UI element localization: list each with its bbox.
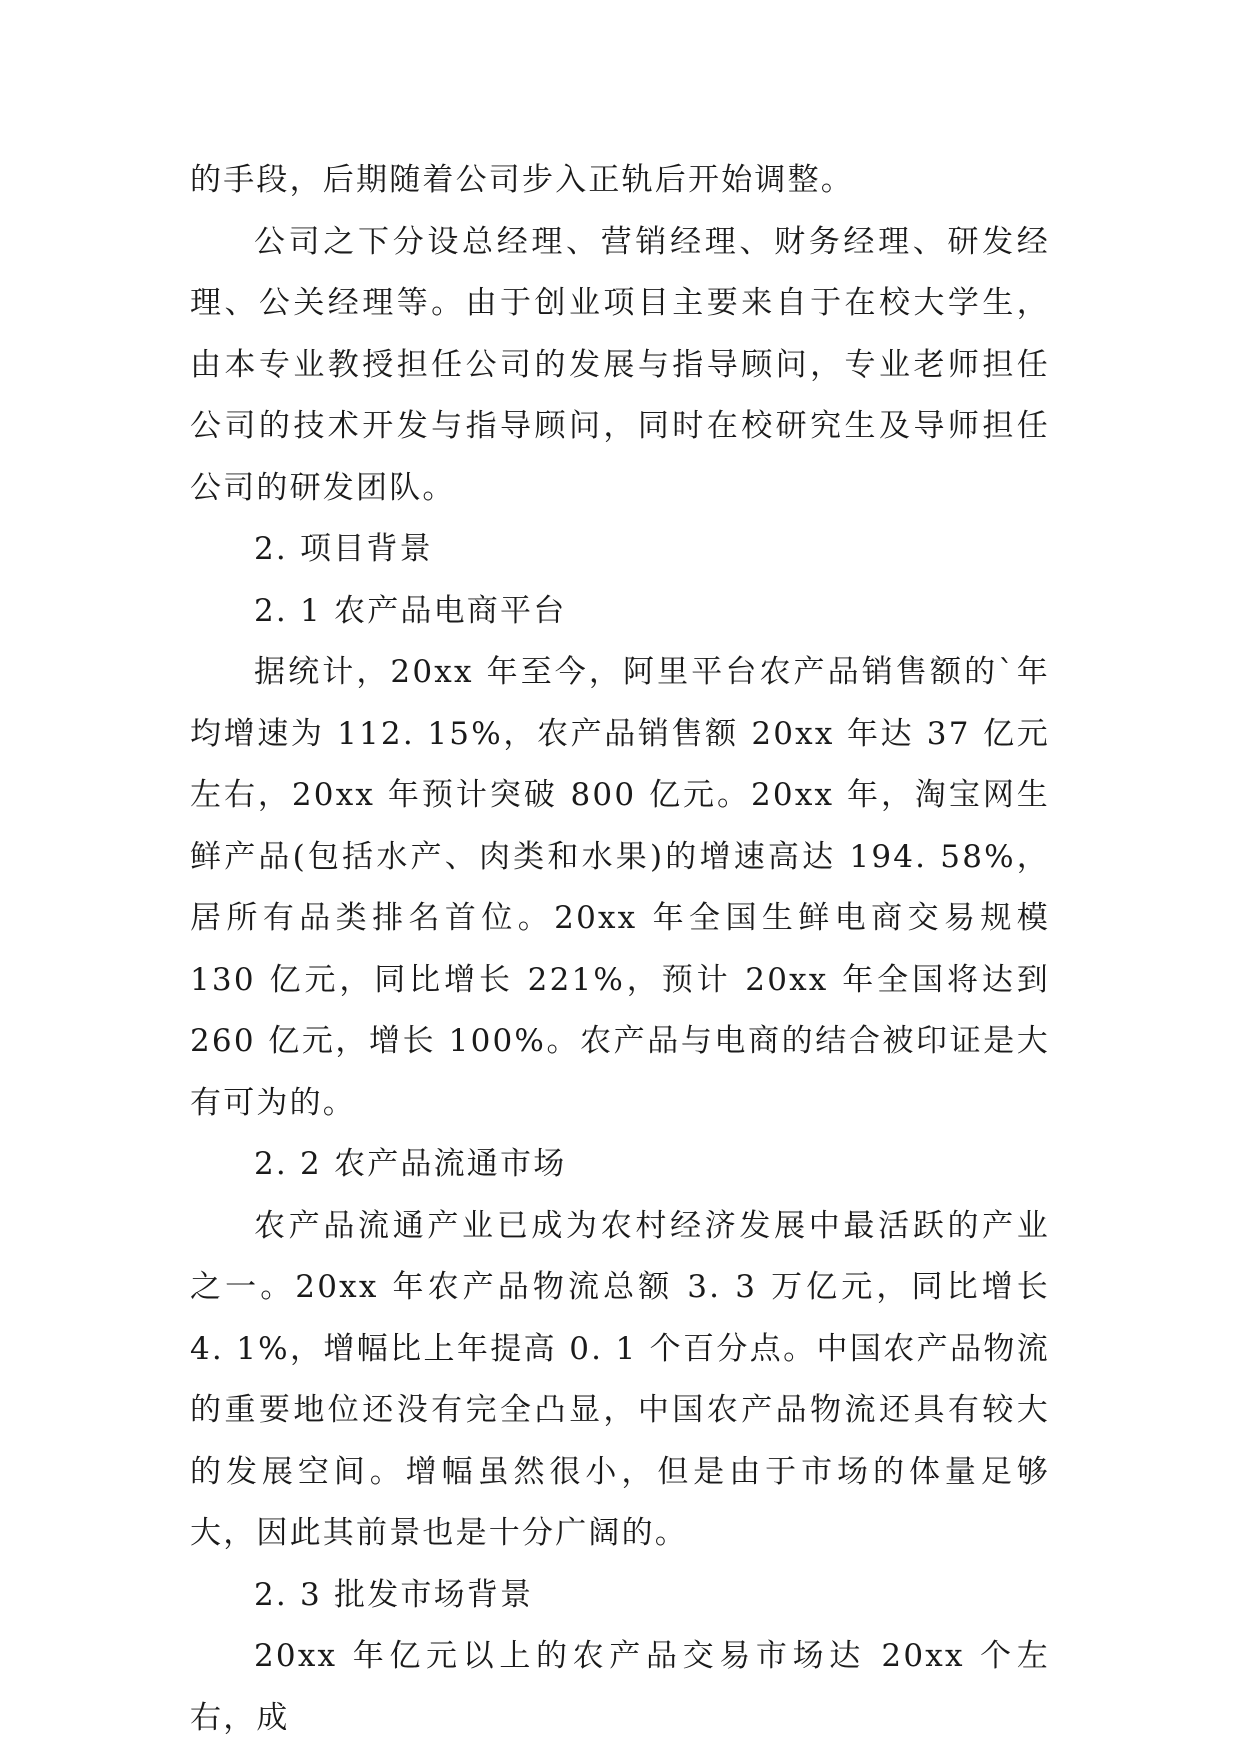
document-body [190, 150, 1050, 1749]
paragraph-company-structure: 公司之下分设总经理、营销经理、财务经理、研发经理、公关经理等。由于创业项目主要来自于在校大学生，由本专业教授担任公司的发展与指导顾问，专业老师担任公司的技术开发与指导顾问，同时在校研究生及导师担任公司的研发团队。 [190, 223, 1050, 506]
subsection-heading-wholesale-market: 2. 3 批发市场背景 [254, 1576, 534, 1613]
paragraph-continuation: 的手段，后期随着公司步入正轨后开始调整。 [190, 162, 854, 198]
subsection-heading-ecommerce-platform: 2. 1 农产品电商平台 [254, 592, 567, 629]
section-heading-project-background: 2. 项目背景 [254, 531, 433, 567]
subsection-heading-circulation-market: 2. 2 农产品流通市场 [254, 1146, 567, 1182]
paragraph-circulation-market: 农产品流通产业已成为农村经济发展中最活跃的产业之一。20xx 年农产品物流总额 3. 3 万亿元，同比增长 4. 1%，增幅比上年提高 0. 1 个百分点。中国农产品物流的重要地位还没有完全凸显，中国农产品物流还具有较大的发展空间。增幅虽然很小，但是由于市场的体量足够大，因此其前景也是十分广阔的。 [190, 1207, 1050, 1551]
paragraph-ecommerce-statistics: 据统计，20xx 年至今，阿里平台农产品销售额的`年均增速为 112. 15%，农产品销售额 20xx 年达 37 亿元左右，20xx 年预计突破 800 亿元。20xx 年，淘宝网生鲜产品(包括水产、肉类和水果)的增速高达 194. 58%，居所有品类排名首位。20xx 年全国生鲜电商交易规模 130 亿元，同比增长 221%，预计 20xx 年全国将达到 260 亿元，增长 100%。农产品与电商的结合被印证是大有可为的。 [190, 654, 1050, 1121]
paragraph-wholesale-market: 20xx 年亿元以上的农产品交易市场达 20xx 个左右，成 [190, 1638, 1050, 1736]
